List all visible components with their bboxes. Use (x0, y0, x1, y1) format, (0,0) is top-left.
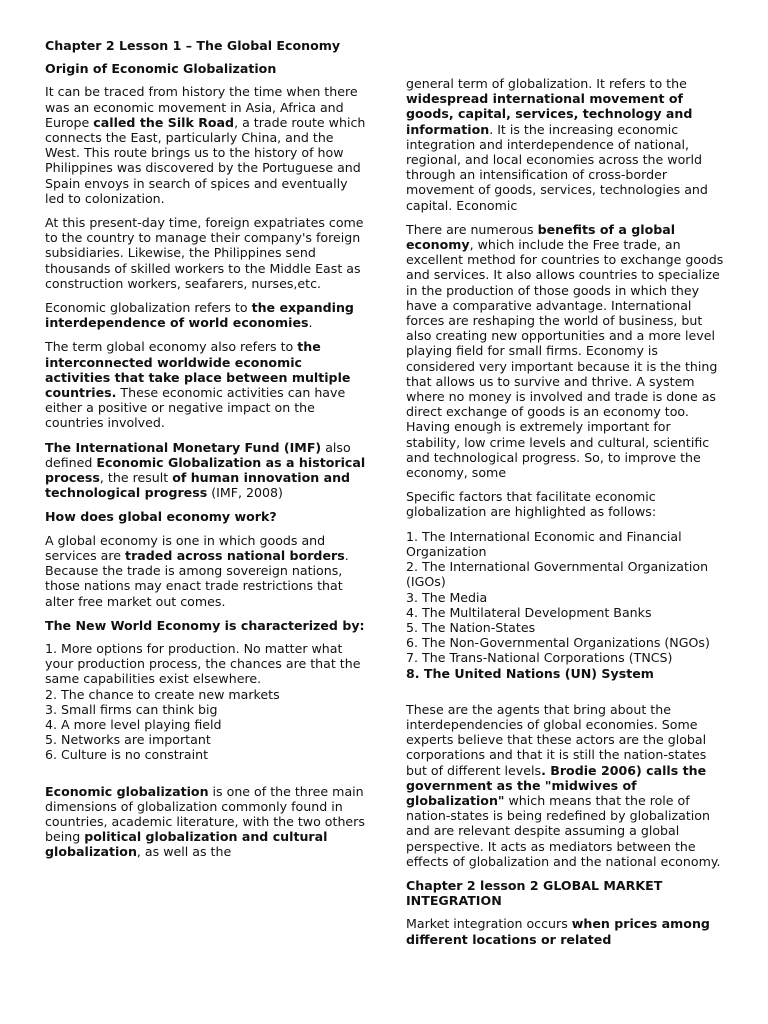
new-world-list (45, 641, 367, 763)
list-item: 4. A more level playing field (45, 716, 222, 732)
list-item: 6. The Non-Governmental Organizations (NGOs) (406, 635, 710, 651)
chapter-title: Chapter 2 Lesson 1 – The Global Economy (45, 38, 341, 53)
list-item: 5. The Nation-States (406, 619, 536, 635)
list-item: 2. The chance to create new markets (45, 686, 280, 702)
paragraph-definition: general term of globalization. It refers to the widespread international movement of goods, capital, services, technology and information. It is the increasing economic integration and interdependence of national, regional, and local economies across the world through an intensification of cross-border movement of goods, services, technologies and capital. Economic (406, 76, 708, 213)
paragraph-benefits: There are numerous benefits of a global economy, which include the Free trade, an excellent method for countries to exchange goods and services. It also allows countries to specialize in the production of those goods in which they have a comparative advantage. International forces are reshaping the world of business, but also creating new opportunities and a more level playing field for small firms. Economy is considered very important because it is the thing that allows us to survive and thrive. A system where no money is involved and trade is done as direct exchange of goods is an economy too. Having enough is extremely important for stability, low crime levels and cultural, scientific and technological progress. So, to improve the economy, some (406, 221, 724, 481)
list-item: 6. Culture is no constraint (45, 747, 209, 763)
paragraph-silk-road: It can be traced from history the time when there was an economic movement in Asia, Africa and Europe called the Silk Road, a trade route which connects the East, particularly China, and the West. This route brings us to the history of how Philippines was discovered by the Portuguese and Spain envoys in search of spices and eventually led to colonization. (45, 84, 366, 206)
right-column (406, 76, 728, 956)
list-item: 3. Small firms can think big (45, 701, 218, 717)
list-item: 1. More options for production. No matter what your production process, the chances are that the same capabilities exist elsewhere. (45, 640, 361, 687)
list-item: 4. The Multilateral Development Banks (406, 604, 652, 620)
paragraph-market-integration: Market integration occurs when prices among different locations or related (406, 916, 710, 947)
lesson2-heading: Chapter 2 lesson 2 GLOBAL MARKET INTEGRATION (406, 877, 663, 909)
list-item: 1. The International Economic and Financial Organization (406, 528, 682, 559)
paragraph-global-economy: The term global economy also refers to the interconnected worldwide economic activities that take place between multiple countries. These economic activities can have either a positive or negative impact on the countries involved. (45, 339, 351, 431)
paragraph-dimensions: Economic globalization is one of the three main dimensions of globalization commonly found in countries, academic literature, with the two others being political globalization and cultural globalization, as well as the (45, 783, 365, 860)
left-column (45, 38, 367, 869)
origin-heading: Origin of Economic Globalization (45, 61, 277, 77)
list-item: 3. The Media (406, 589, 488, 605)
paragraph-factors-intro: Specific factors that facilitate economic globalization are highlighted as follows: (406, 489, 657, 520)
paragraph-economic-globalization: Economic globalization refers to the expanding interdependence of world economies. (45, 300, 354, 331)
new-world-heading: The New World Economy is characterized by: (45, 617, 365, 633)
list-item: 7. The Trans-National Corporations (TNCS) (406, 650, 673, 666)
factors-list (406, 529, 728, 681)
how-heading: How does global economy work? (45, 509, 277, 525)
paragraph-expatriates: At this present-day time, foreign expatriates come to the country to manage their company's foreign subsidiaries. Likewise, the Philippines send thousands of skilled workers to the Middle East as construction workers, seafarers, nurses,etc. (45, 215, 364, 291)
paragraph-agents: These are the agents that bring about the interdependencies of global economies. Some experts believe that these actors are the global corporations and that it is still the nation-states but of different levels. Brodie 2006) calls the government as the "midwives of globalization" which means that the role of nation-states is being redefined by globalization and are relevant despite assuming a global perspective. It acts as mediators between the effects of globalization and the national economy. (406, 701, 721, 869)
paragraph-trade: A global economy is one in which goods and services are traded across national borders. Because the trade is among sovereign nations, those nations may enact trade restrictions that alter free market out comes. (45, 532, 349, 609)
list-item: 8. The United Nations (UN) System (406, 665, 654, 681)
list-item: 5. Networks are important (45, 732, 211, 748)
list-item: 2. The International Governmental Organization (IGOs) (406, 559, 709, 590)
paragraph-imf: The International Monetary Fund (IMF) also defined Economic Globalization as a historical process, the result of human innovation and technological progress (IMF, 2008) (45, 439, 366, 501)
